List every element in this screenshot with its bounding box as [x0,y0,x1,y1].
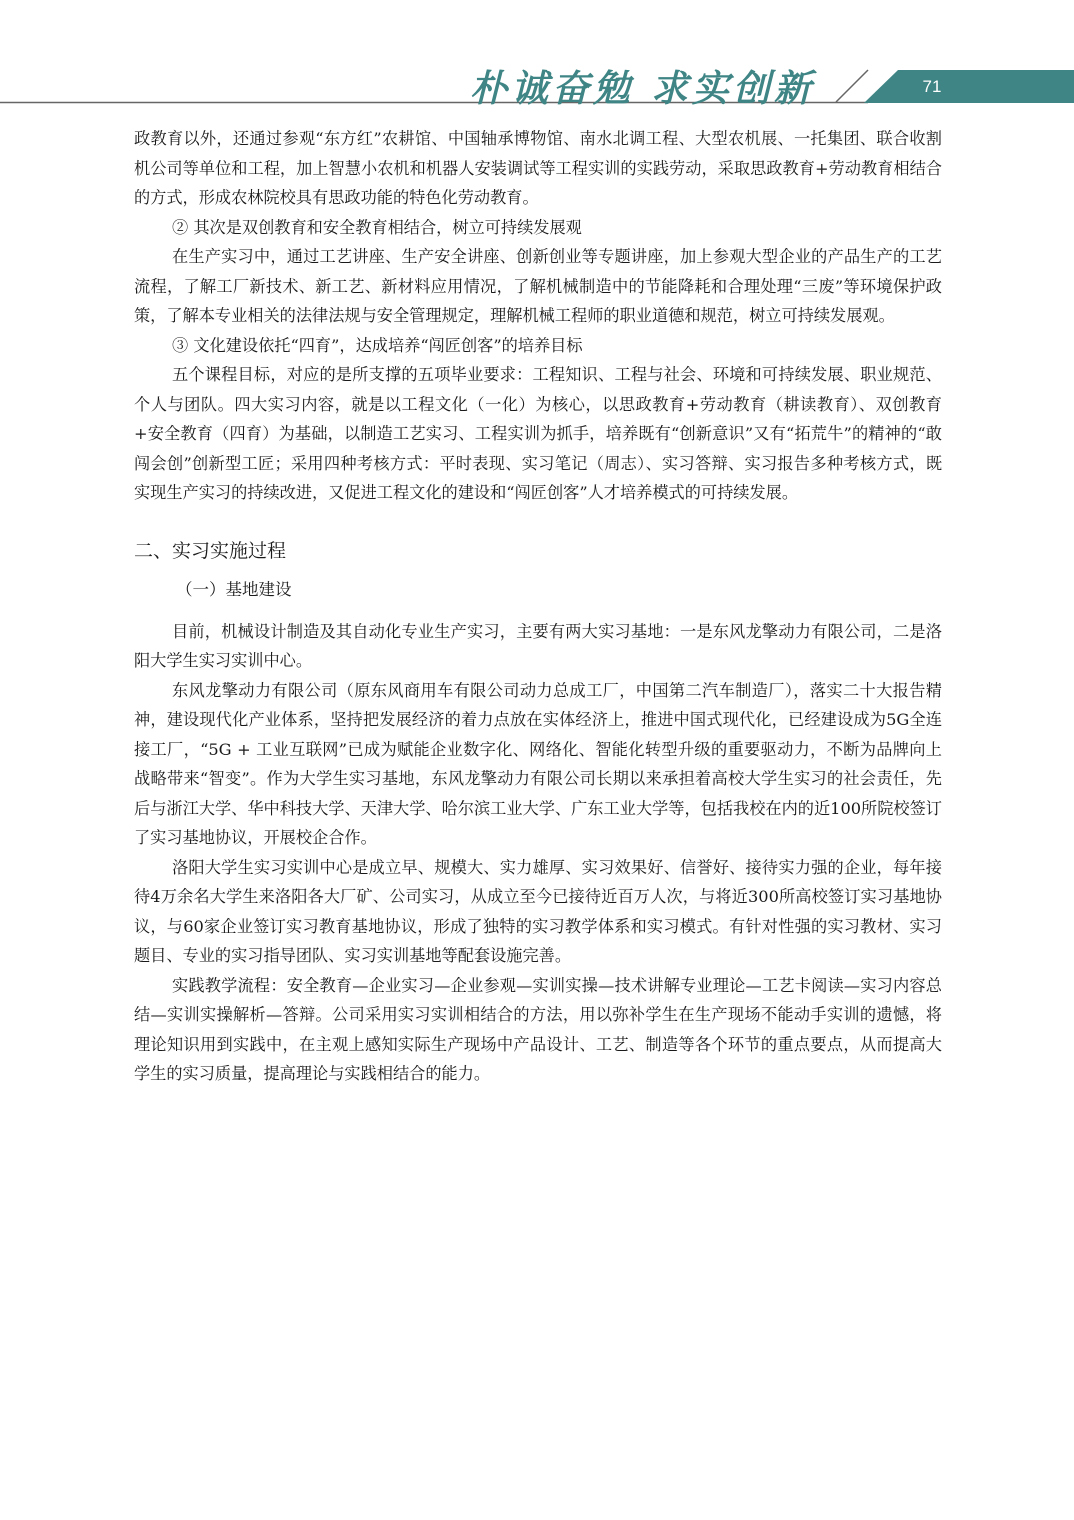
paragraph: 实践教学流程：安全教育—企业实习—企业参观—实训实操—技术讲解专业理论—工艺卡阅读—实习内容总结—实训实操解析—答辩。公司采用实习实训相结合的方法，用以弥补学生在生产现场不能动手实训的遗憾，将理论知识用到实践中，在主观上感知实际生产现场中产品设计、工艺、制造等各个环节的重点要点，从而提高大学生的实习质量，提高理论与实践相结合的能力。 [134,975,942,1083]
page-header [0,0,1074,110]
paragraph: 在生产实习中，通过工艺讲座、生产安全讲座、创新创业等专题讲座，加上参观大型企业的产品生产的工艺流程，了解工厂新技术、新工艺、新材料应用情况，了解机械制造中的节能降耗和合理处理“三废”等环境保护政策，了解本专业相关的法律法规与安全管理规定，理解机械工程师的职业道德和规范，树立可持续发展观。 [134,247,942,325]
subsection-heading: （一）基地建设 [176,579,292,599]
paragraph: 目前，机械设计制造及其自动化专业生产实习，主要有两大实习基地：一是东风龙擎动力有限公司，二是洛阳大学生实习实训中心。 [134,621,942,670]
list-item: ③ 文化建设依托“四育”，达成培养“闯匠创客”的培养目标 [172,335,583,355]
page-number-tab [864,70,1074,103]
page-number: 71 [922,77,942,96]
paragraph: 五个课程目标，对应的是所支撑的五项毕业要求：工程知识、工程与社会、环境和可持续发展、职业规范、个人与团队。四大实习内容，就是以工程文化（一化）为核心，以思政教育+劳动教育（耕读教育）、双创教育+安全教育（四育）为基础，以制造工艺实习、工程实训为抓手，培养既有“创新意识”又有“拓荒牛”的精神的“敢闯会创”创新型工匠；采用四种考核方式：平时表现、实习笔记（周志）、实习答辩、实习报告多种考核方式，既实现生产实习的持续改进，又促进工程文化的建设和“闯匠创客”人才培养模式的可持续发展。 [134,365,942,502]
section-heading: 二、实习实施过程 [134,539,287,562]
page-body [134,124,942,1089]
header-motto: 朴诚奋勉 求实创新 [470,66,815,110]
paragraph: 洛阳大学生实习实训中心是成立早、规模大、实力雄厚、实习效果好、信誉好、接待实力强的企业，每年接待4万余名大学生来洛阳各大厂矿、公司实习，从成立至今已接待近百万人次，与将近300所高校签订实习基地协议，与60家企业签订实习教育基地协议，形成了独特的实习教学体系和实习模式。有针对性强的实习教材、实习题目、专业的实习指导团队、实习实训基地等配套设施完善。 [134,857,942,965]
header-slash-line [836,70,868,102]
paragraph: 东风龙擎动力有限公司（原东风商用车有限公司动力总成工厂，中国第二汽车制造厂），落实二十大报告精神，建设现代化产业体系，坚持把发展经济的着力点放在实体经济上，推进中国式现代化，已经建设成为5G全连接工厂，“5G + 工业互联网”已成为赋能企业数字化、网络化、智能化转型升级的重要驱动力，不断为品牌向上战略带来“智变”。作为大学生实习基地，东风龙擎动力有限公司长期以来承担着高校大学生实习的社会责任，先后与浙江大学、华中科技大学、天津大学、哈尔滨工业大学、广东工业大学等，包括我校在内的近100所院校签订了实习基地协议，开展校企合作。 [134,680,942,847]
list-item: ② 其次是双创教育和安全教育相结合，树立可持续发展观 [172,217,582,237]
paragraph: 政教育以外，还通过参观“东方红”农耕馆、中国轴承博物馆、南水北调工程、大型农机展、一托集团、联合收割机公司等单位和工程，加上智慧小农机和机器人安装调试等工程实训的实践劳动，采取思政教育+劳动教育相结合的方式，形成农林院校具有思政功能的特色化劳动教育。 [134,129,942,207]
